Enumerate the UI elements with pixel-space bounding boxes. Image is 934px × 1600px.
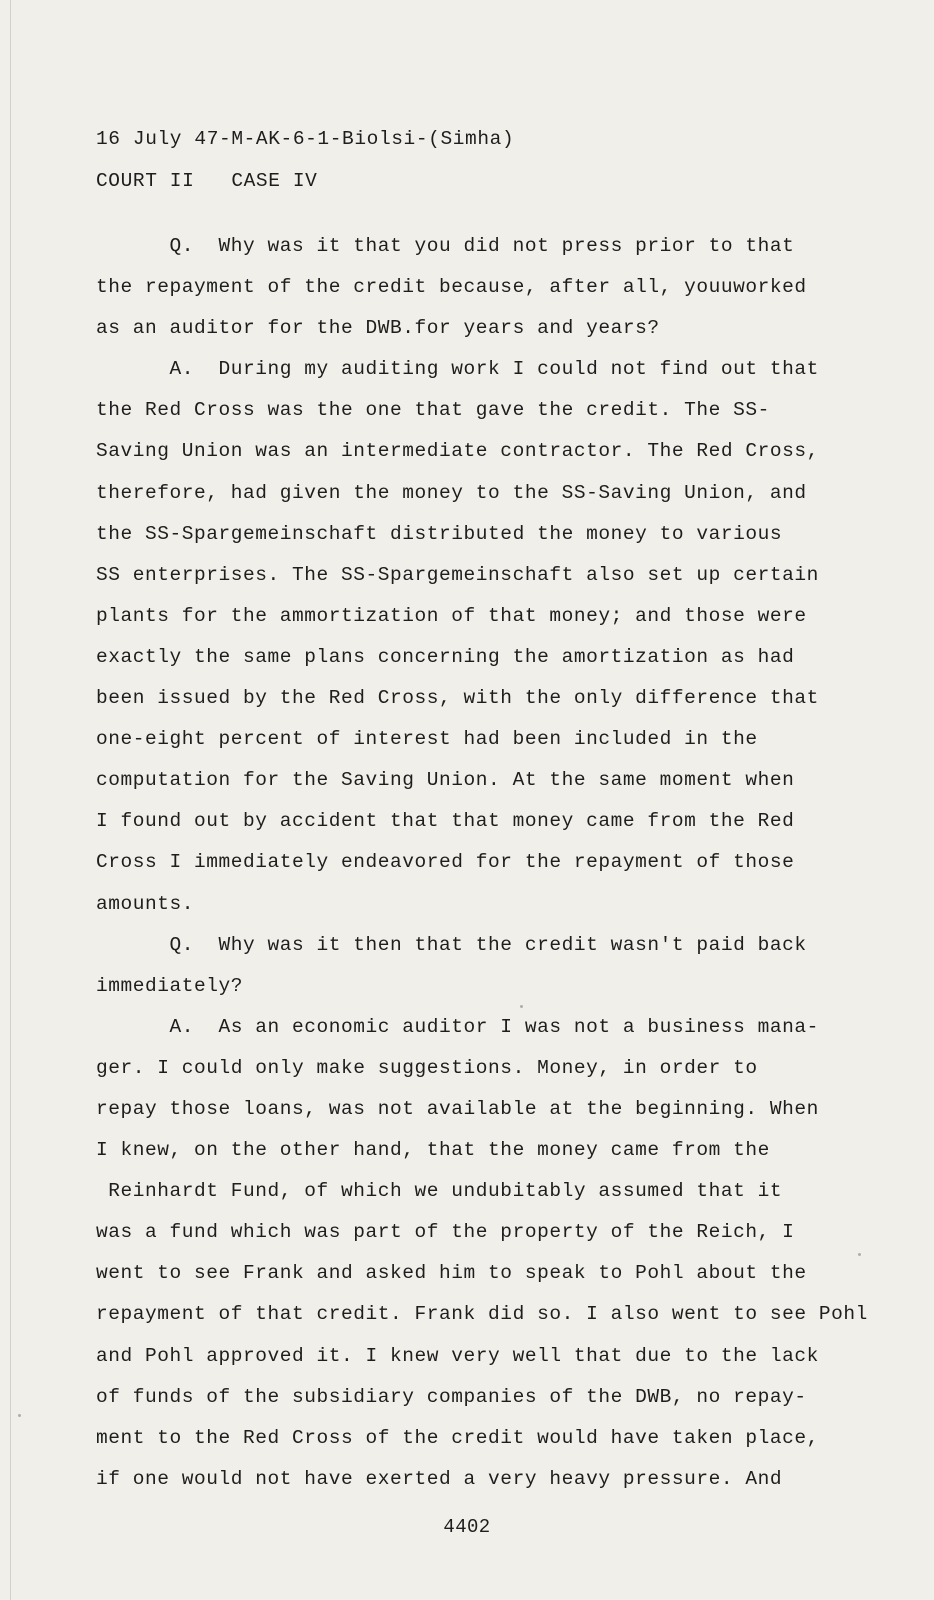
- body-line: Q. Why was it then that the credit wasn't paid back: [96, 933, 807, 956]
- body-line: if one would not have exerted a very heavy pressure. And: [96, 1467, 783, 1490]
- paper-speck: [858, 1253, 861, 1256]
- body-line: SS enterprises. The SS-Spargemeinschaft also set up certain: [96, 563, 819, 586]
- body-line: the repayment of the credit because, after all, youuworked: [96, 276, 807, 299]
- page-edge: [10, 0, 11, 1600]
- body-line: Reinhardt Fund, of which we undubitably assumed that it: [96, 1180, 783, 1203]
- body-line: the Red Cross was the one that gave the credit. The SS-: [96, 399, 770, 422]
- body-line: was a fund which was part of the property of the Reich, I: [96, 1221, 795, 1244]
- body-line: Q. Why was it that you did not press prior to that: [96, 235, 795, 257]
- transcript-reference: 16 July 47-M-AK-6-1-Biolsi-(Simha): [96, 128, 515, 150]
- body-line: ger. I could only make suggestions. Money, in order to: [96, 1056, 758, 1079]
- transcript-body: [96, 226, 876, 1500]
- body-line: repayment of that credit. Frank did so. I also went to see Pohl: [96, 1303, 868, 1326]
- body-line: went to see Frank and asked him to speak to Pohl about the: [96, 1262, 807, 1285]
- body-line: A. As an economic auditor I was not a business mana-: [96, 1015, 819, 1038]
- body-line: A. During my auditing work I could not find out that: [96, 358, 819, 381]
- court-case-line: COURT II CASE IV: [96, 170, 318, 192]
- body-line: amounts.: [96, 892, 195, 915]
- body-line: immediately?: [96, 974, 244, 997]
- body-line: ment to the Red Cross of the credit would have taken place,: [96, 1426, 819, 1449]
- body-line: I found out by accident that that money came from the Red: [96, 810, 795, 833]
- body-line: Saving Union was an intermediate contractor. The Red Cross,: [96, 440, 819, 463]
- paper-speck: [18, 1414, 21, 1417]
- page-number: 4402: [443, 1516, 491, 1538]
- body-line: plants for the ammortization of that money; and those were: [96, 604, 807, 627]
- body-line: been issued by the Red Cross, with the only difference that: [96, 687, 819, 710]
- paper-speck: [520, 1005, 523, 1008]
- body-line: therefore, had given the money to the SS-Saving Union, and: [96, 481, 807, 504]
- body-line: repay those loans, was not available at the beginning. When: [96, 1097, 819, 1120]
- body-line: exactly the same plans concerning the amortization as had: [96, 645, 795, 668]
- body-line: one-eight percent of interest had been included in the: [96, 728, 758, 751]
- body-line: the SS-Spargemeinschaft distributed the money to various: [96, 522, 783, 545]
- body-line: computation for the Saving Union. At the same moment when: [96, 769, 795, 792]
- body-line: as an auditor for the DWB.for years and years?: [96, 317, 660, 340]
- body-line: of funds of the subsidiary companies of the DWB, no repay-: [96, 1385, 807, 1408]
- body-line: and Pohl approved it. I knew very well that due to the lack: [96, 1344, 819, 1367]
- body-line: Cross I immediately endeavored for the repayment of those: [96, 851, 795, 874]
- body-line: I knew, on the other hand, that the money came from the: [96, 1139, 770, 1162]
